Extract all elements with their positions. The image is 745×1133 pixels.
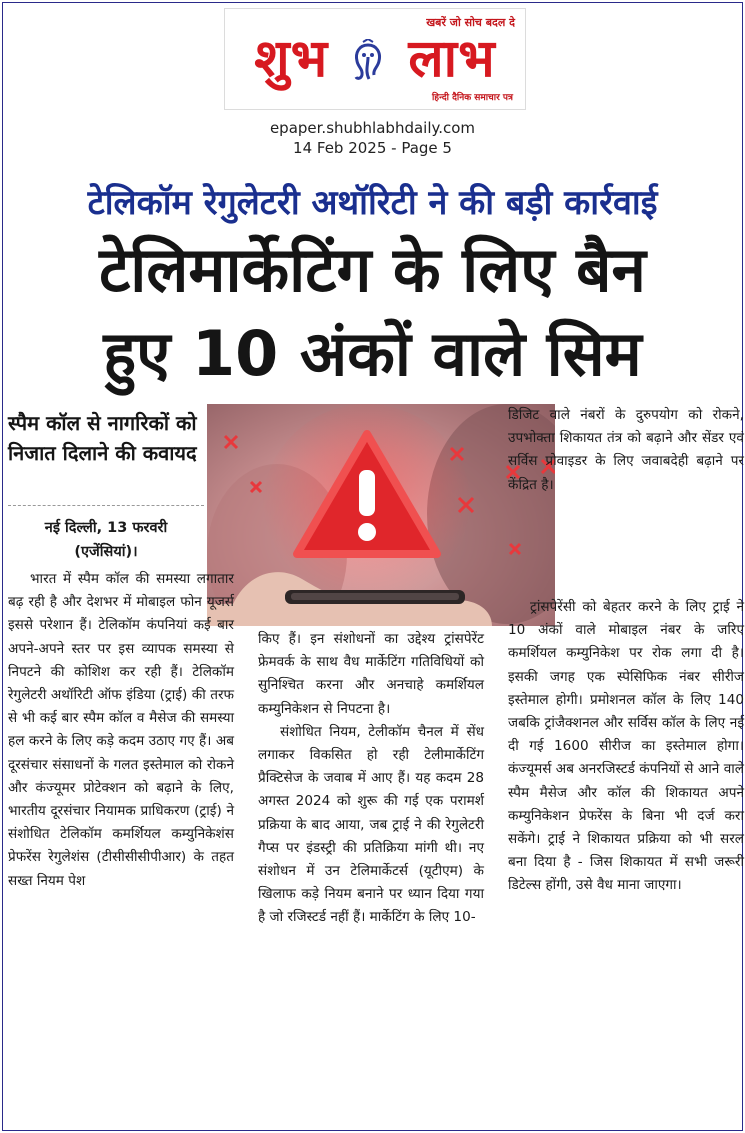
article-column-3-bottom — [508, 596, 744, 898]
source-info — [0, 118, 745, 158]
col2-paragraph-2: संशोधित नियम, टेलीकॉम चैनल में सेंध लगाकर विकसित हो रही टेलीमार्केटिंग प्रैक्टिसेज के जवाब में आए हैं। यह कदम 28 अगस्त 2024 को शुरू की गई एक परामर्श प्रक्रिया के बाद आया, जब ट्राई ने की रेगुलेटरी गैप्स पर इंडस्ट्री की प्रतिक्रिया मांगी थी। नए संशोधन में उन टेलिमार्केटर्स (यूटीएम) के खिलाफ कड़े नियम बनाने पर ध्यान दिया गया है जो रजिस्टर्ड नहीं हैं। मार्केटिंग के लिए 10- — [258, 723, 484, 926]
col1-paragraph: भारत में स्पैम कॉल की समस्या लगातार बढ़ रही है और देशभर में मोबाइल फोन यूजर्स इससे परेशान हैं। टेलिकॉम कंपनियां कई बार अपने-अपने स्तर पर इस व्यापक समस्या से निपटने की कोशिश कर रही हैं। टेलिकॉम रेगुलेटरी अथॉरिटी ऑफ इंडिया (ट्राई) की तरफ से भी कई बार स्पैम कॉल व मैसेज की समस्या हल करने के लिए कड़े कदम उठाए गए हैं। अब दूरसंचार संसाधनों के गलत इस्तेमाल को रोकने और कंज्यूमर प्रोटेक्शन को बढ़ाने के लिए, भारतीय दूरसंचार नियामक प्राधिकरण (ट्राई) ने संशोधित टेलिकॉम कमर्शियल कम्युनिकेशंस प्रेफरेंस रेगुलेशंस (टीसीसीसीपीआर) के तहत सख्त नियम पेश — [8, 571, 234, 889]
dateline-place-date: नई दिल्ली, 13 फरवरी — [44, 520, 168, 536]
brand-logo — [225, 31, 525, 87]
masthead-subtitle: हिन्दी दैनिक समाचार पत्र — [431, 93, 513, 103]
ganesh-logo-icon — [349, 39, 387, 85]
source-url[interactable]: epaper.shubhlabhdaily.com — [269, 119, 476, 137]
article-column-2 — [258, 628, 484, 930]
masthead-tagline: खबरें जो सोच बदल दे — [426, 16, 515, 29]
article-kicker: टेलिकॉम रेगुलेटरी अथॉरिटी ने की बड़ी कार्रवाई — [87, 183, 658, 223]
article-dateline — [8, 516, 204, 564]
subhead-divider — [8, 505, 204, 506]
article-subhead: स्पैम कॉल से नागरिकों को निजात दिलाने की कवायद — [8, 411, 197, 465]
col2-paragraph-1: किए हैं। इन संशोधनों का उद्देश्य ट्रांसपेरेंट फ्रेमवर्क के साथ वैध मार्केटिंग गतिविधियों को सुनिश्चित करना और अनचाहे कमर्शियल कम्युनिकेशन से निपटना है। — [258, 631, 484, 717]
article-headline — [0, 228, 745, 396]
col3-paragraph-1: डिजिट वाले नंबरों के दुरुपयोग को रोकने, उपभोक्ता शिकायत तंत्र को बढ़ाने और सेंडर एवं सर्विस प्रोवाइडर के लिए जवाबदेही बढ़ाने पर केंद्रित है। — [508, 407, 744, 493]
col3-paragraph-2: ट्रांसपेरेंसी को बेहतर करने के लिए ट्राई ने 10 अंकों वाले मोबाइल नंबर के जरिए कमर्शियल कम्युनिकेश पर रोक लगा दी है। इसकी जगह एक स्पेसिफिक नंबर सीरीज इस्तेमाल होगी। प्रमोशनल कॉल के लिए 140 जबकि ट्रांजैक्शनल और सर्विस कॉल के लिए नई दी गई 1600 सीरीज का इस्तेमाल होगा। कंज्यूमर्स अब अनरजिस्टर्ड कंपनियों से आने वाले स्पैम मैसेज और कॉल की शिकायत अपने कम्युनिकेशन प्रेफरेंस के बिना भी दर्ज करा सकेंगे। ट्राई ने शिकायत प्रक्रिया को भी सरल बना दिया है - जिस शिकायत में सभी जरूरी डिटेल्स होंगी, उसे वैध माना जाएगा। — [508, 599, 744, 894]
photo-illustration — [207, 404, 555, 626]
brand-word-left: शुभ — [254, 29, 329, 89]
article-column-1 — [8, 568, 234, 893]
article-column-3-top — [508, 404, 744, 497]
source-date-page: 14 Feb 2025 - Page 5 — [293, 139, 452, 157]
masthead — [224, 8, 526, 110]
dateline-agency: (एजेंसियां)। — [74, 544, 138, 560]
headline-line-2: हुए 10 अंकों वाले सिम — [103, 317, 642, 390]
headline-line-1: टेलिमार्केटिंग के लिए बैन — [99, 233, 646, 306]
article-photo — [207, 404, 555, 626]
brand-word-right: लाभ — [408, 29, 496, 89]
